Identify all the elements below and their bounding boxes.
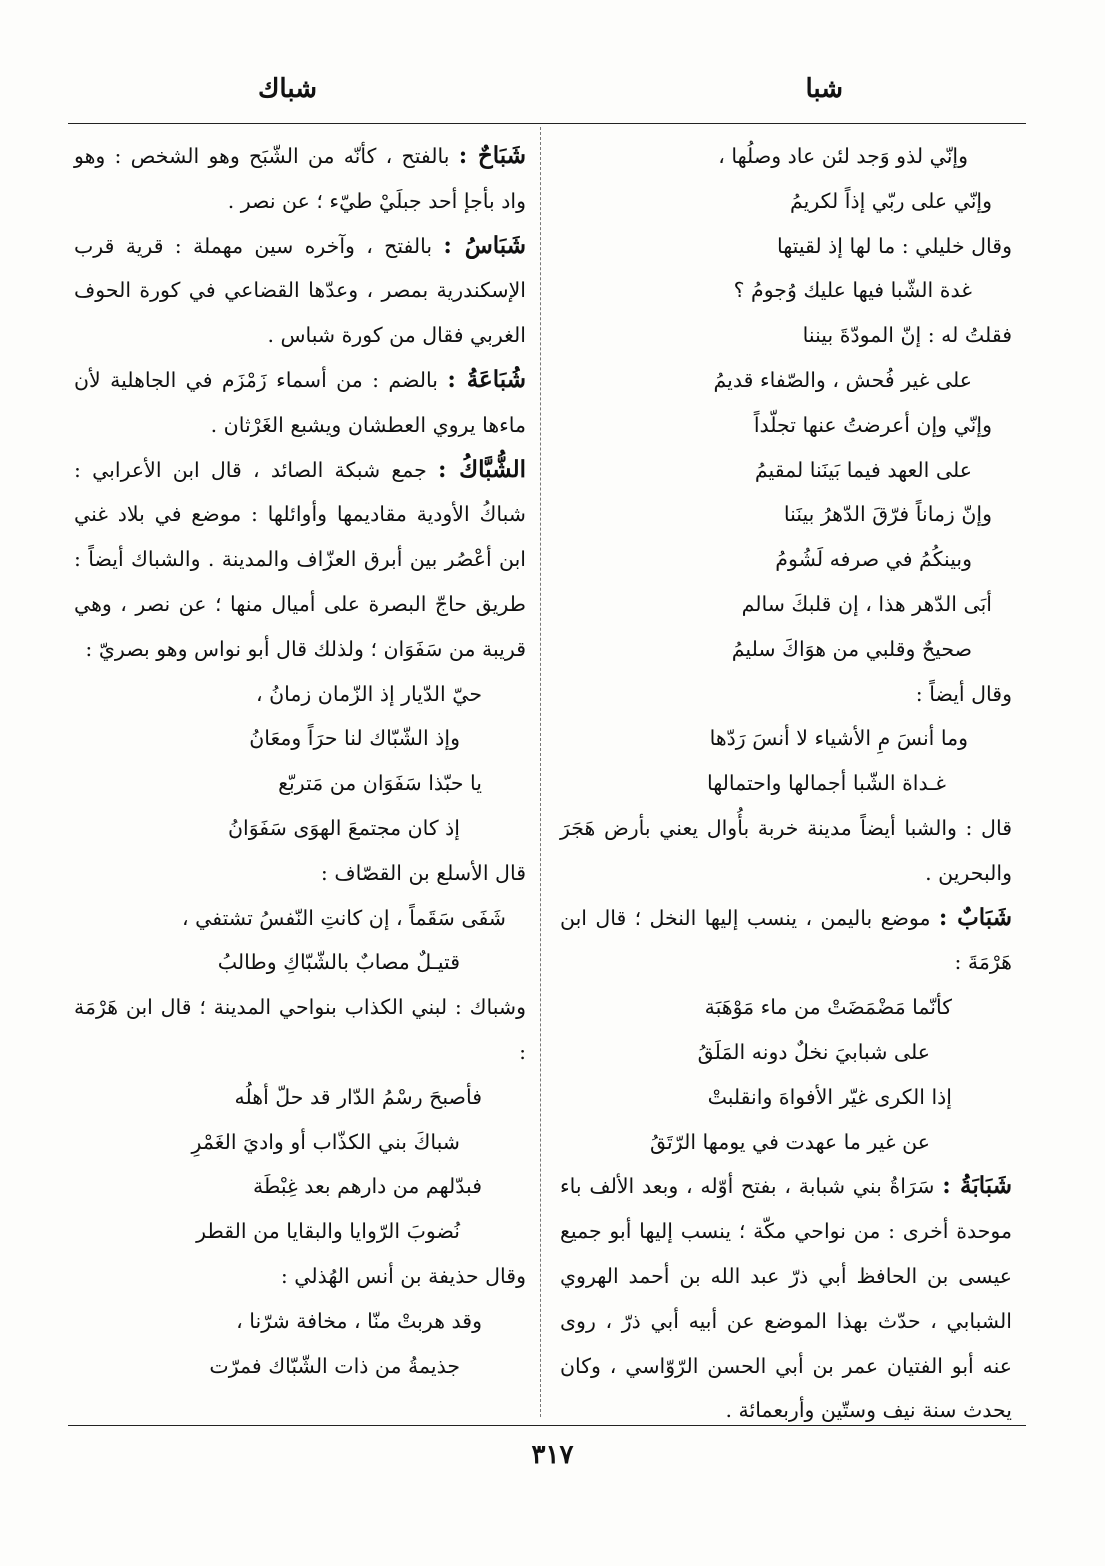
dictionary-entry bbox=[560, 1164, 1012, 1433]
verse-line: يا حبّذا سَفَوَان من مَتربّع bbox=[278, 771, 482, 796]
verse-line: فقلتُ له : إنّ المودّةَ بيننا bbox=[802, 323, 1012, 348]
column-divider bbox=[540, 127, 541, 1417]
entry-headword: شَبَاحٌ : bbox=[458, 142, 526, 169]
verse-line: حيّ الدّيار إذ الزّمان زمانُ ، bbox=[255, 681, 482, 706]
verse-line: وما أنسَ مِ الأشياء لا أنسَ رَدّها bbox=[709, 726, 968, 751]
verse-line: صحيحٌ وقلبي من هوَاكَ سليمُ bbox=[731, 636, 972, 661]
right-column bbox=[560, 134, 1012, 1433]
entry-headword: شُبَاعَةُ : bbox=[447, 365, 526, 393]
dictionary-entry bbox=[74, 448, 526, 672]
verse-line: وبينكُمُ في صرفه لَشُومُ bbox=[775, 547, 972, 572]
left-column bbox=[74, 134, 526, 1388]
verse-line: شباكَ بني الكذّاب أو واديَ الغَمْرِ bbox=[191, 1129, 460, 1154]
verse-line: غدة الشّبا فيها عليك وُجومُ ؟ bbox=[733, 278, 972, 303]
entry-text: بالضم : من أسماء زَمْزَم في الجاهلية لأن ماءها يروي العطشان ويشبع الغَرْثان . bbox=[74, 367, 526, 437]
footer-rule bbox=[68, 1425, 1026, 1426]
page-number: ٣١٧ bbox=[531, 1440, 574, 1470]
entry-headword: الشُّبَّاكُ : bbox=[438, 455, 526, 483]
text-line: وقال أيضاً : bbox=[915, 681, 1012, 706]
dictionary-entry bbox=[74, 224, 526, 358]
verse-line: شَفَى سَقَماً ، إن كانتِ النّفسُ تشتفي ، bbox=[182, 905, 506, 930]
header-rule bbox=[68, 123, 1026, 124]
text-line: قال الأسلع بن القصّاف : bbox=[320, 860, 526, 885]
verse-line: وإنّ زماناً فرّقَ الدّهرُ بينَنا bbox=[783, 502, 992, 527]
verse-line: على غير فُحش ، والصّفاء قديمُ bbox=[713, 367, 972, 392]
verse-line: فبدّلهم من دارهم بعد غِبْطَة bbox=[253, 1174, 482, 1199]
verse-line: أبَى الدّهر هذا ، إن قلبكَ سالم bbox=[741, 591, 992, 616]
verse-line: إذا الكرى غيّر الأفواهَ وانقلبتْ bbox=[707, 1084, 952, 1109]
paragraph: قال : والشبا أيضاً مدينة خربة بأُوال يعني بأرض هَجَرَ والبحرين . bbox=[560, 815, 1012, 885]
entry-text: موضع باليمن ، ينسب إليها النخل ؛ قال ابن هَرْمَةَ : bbox=[560, 905, 1012, 975]
entry-headword: شَبَاسُ : bbox=[443, 231, 526, 259]
verse-hemistich: وإنّي على ربّي إذاً لكريمُ bbox=[790, 188, 992, 213]
text-line: وقال خليلي : ما لها إذ لقيتها bbox=[776, 233, 1012, 258]
verse-line: على شبابيَ نخلٌ دونه المَلَقُ bbox=[697, 1039, 930, 1064]
verse bbox=[560, 134, 1012, 224]
verse-line: فأصبحَ رسْمُ الدّار قد حلّ أهلُه bbox=[234, 1084, 482, 1109]
entry-text: بالفتح ، كأنّه من الشّبَح وهو الشخص : وهو واد بأجإ أحد جبلَيْ طيّء ؛ عن نصر . bbox=[74, 144, 526, 213]
verse-line: نُضوبَ الرّوايا والبقايا من القطر bbox=[196, 1219, 460, 1244]
paragraph: وشباك : لبني الكذاب بنواحي المدينة ؛ قال ابن هَرْمَة : bbox=[74, 995, 526, 1064]
entry-text: بالفتح ، وآخره سين مهملة : قرية قرب الإسكندرية بمصر ، وعدّها القضاعي في كورة الحوف الغربي فقال من كورة شباس . bbox=[74, 233, 526, 348]
dictionary-entry bbox=[74, 358, 526, 448]
running-header-left: شباك bbox=[258, 74, 317, 104]
verse-hemistich: وإنّي لذو وَجد لئن عاد وصلُها ، bbox=[718, 144, 968, 168]
entry-headword: شَبَابٌ : bbox=[938, 903, 1012, 931]
verse-line: وقد هربتْ منّا ، مخافة شرّنا ، bbox=[236, 1308, 482, 1333]
verse-line: غـداة الشّبا أجمالها واحتمالها bbox=[706, 771, 946, 796]
running-header-right: شبا bbox=[805, 74, 843, 104]
text-line: وقال حذيفة بن أنس الهُذلي : bbox=[280, 1263, 526, 1288]
verse-line: وإذ الشّبّاك لنا حرَاً ومعَانُ bbox=[249, 726, 460, 751]
entry-headword: شَبَابَةُ : bbox=[942, 1172, 1012, 1200]
verse-line: على العهد فيما بَينَنا لمقيمُ bbox=[754, 457, 972, 482]
verse-line: كأنّما مَضْمَضَتْ من ماء مَوْهَبَة bbox=[704, 995, 952, 1020]
verse-line: إذ كان مجتمعَ الهوَى سَفَوَانُ bbox=[227, 815, 460, 840]
entry-text: جمع شبكة الصائد ، قال ابن الأعرابي : شباكُ الأودية مقاديمها وأوائلها : موضع في بلاد غني ابن أعْصُر بين أبرق العزّاف والمدينة . والشباك أيضاً : طريق حاجّ البصرة على أميال منها ؛ عن نصر ، وهي قريبة من سَفَوَان ؛ ولذلك قال أبو نواس وهو بصريّ : bbox=[74, 457, 526, 661]
verse-line: قتيـلٌ مصابٌ بالشّبّاكِ وطالبُ bbox=[217, 950, 460, 975]
verse-line: جذيمةُ من ذات الشّبّاك فمرّت bbox=[209, 1353, 460, 1378]
dictionary-entry bbox=[560, 896, 1012, 986]
verse-line: عن غير ما عهدت في يومها الرّتَقُ bbox=[649, 1129, 930, 1154]
entry-text: سَرَاةُ بني شبابة ، بفتح أوّله ، وبعد الألف باء موحدة أخرى : من نواحي مكّة ؛ ينسب إليها أبو جميع عيسى بن الحافظ أبي ذرّ عبد الله بن أحمد الهروي الشبابي ، حدّث بهذا الموضع عن أبيه أبي ذرّ ، روى عنه أبو الفتيان عمر بن أبي الحسن الرّوّاسي ، وكان يحدث سنة نيف وستّين وأربعمائة . bbox=[560, 1174, 1012, 1423]
dictionary-entry bbox=[74, 134, 526, 224]
verse-line: وإنّي وإن أعرضتُ عنها تجلّداً bbox=[753, 412, 992, 437]
